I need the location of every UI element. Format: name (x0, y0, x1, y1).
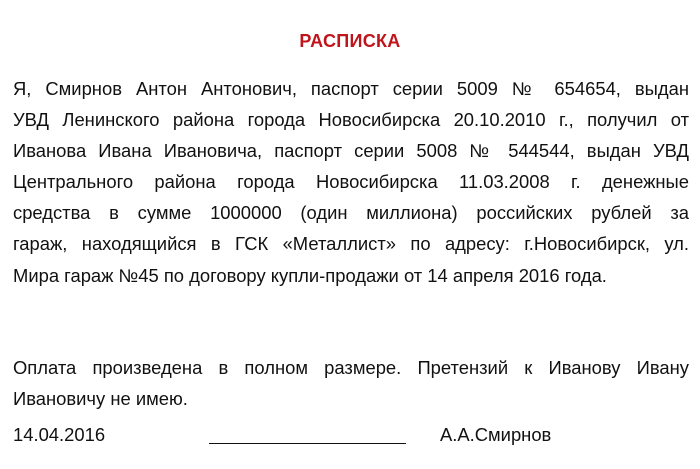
signature-row (13, 424, 689, 450)
body-line: Иванова Ивана Ивановича, паспорт серии 5008 № 544544, выдан УВД (13, 140, 689, 162)
body-line: Центрального района города Новосибирска 11.03.2008 г. денежные (13, 171, 689, 193)
body-line: гараж, находящийся в ГСК «Металлист» по адресу: г.Новосибирск, ул. (13, 233, 689, 255)
receipt-body (13, 73, 689, 291)
payment-statement (13, 352, 689, 414)
payment-line: Оплата произведена в полном размере. Претензий к Иванову Ивану (13, 357, 689, 378)
document-title: РАСПИСКА (299, 31, 401, 51)
signature-line (209, 443, 406, 444)
payment-line: Ивановичу не имею. (13, 388, 188, 410)
body-line: Я, Смирнов Антон Антонович, паспорт серии 5009 № 654654, выдан (13, 78, 689, 99)
signer-name: А.А.Смирнов (440, 424, 552, 445)
receipt-date: 14.04.2016 (13, 424, 106, 445)
body-line: Мира гараж №45 по договору купли-продажи от 14 апреля 2016 года. (13, 264, 607, 286)
body-line: средства в сумме 1000000 (один миллиона) российских рублей за (13, 202, 689, 224)
body-line: УВД Ленинского района города Новосибирска 20.10.2010 г., получил от (13, 109, 689, 131)
